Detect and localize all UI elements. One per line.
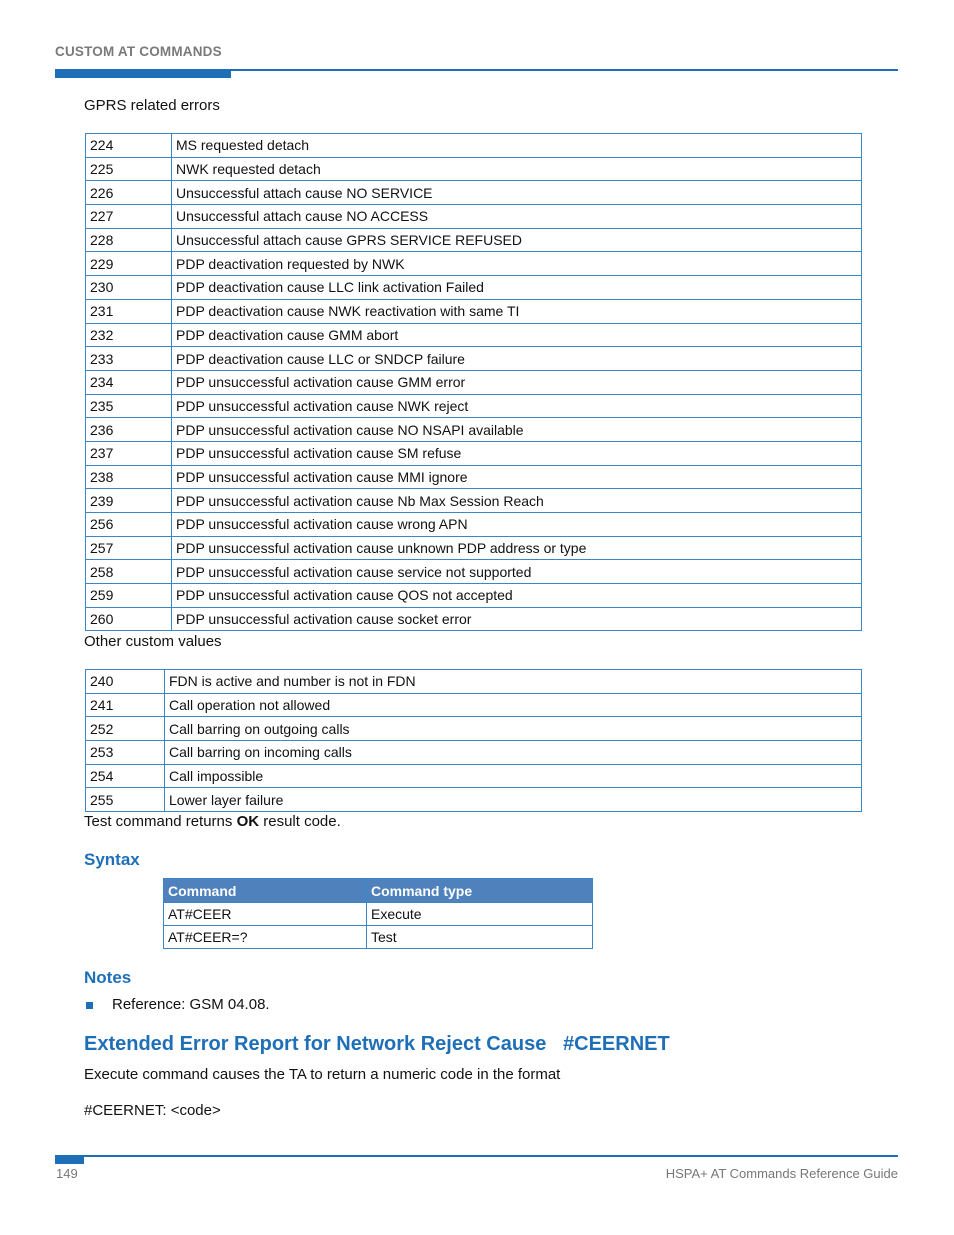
syntax-header-row xyxy=(164,879,593,903)
error-code-cell: 252 xyxy=(86,717,165,741)
table-row xyxy=(86,276,862,300)
error-description-cell: PDP unsuccessful activation cause GMM error xyxy=(172,370,862,394)
syntax-heading: Syntax xyxy=(84,850,140,869)
section-title: Extended Error Report for Network Reject Cause #CEERNET xyxy=(84,1033,670,1055)
table-row xyxy=(86,584,862,608)
table-row xyxy=(86,157,862,181)
error-description-cell: Lower layer failure xyxy=(165,788,862,812)
footer-rule xyxy=(55,1155,898,1157)
table-row xyxy=(86,717,862,741)
error-description-cell: PDP unsuccessful activation cause service not supported xyxy=(172,560,862,584)
syntax-command-cell: AT#CEER=? xyxy=(164,926,367,949)
section-header-title: CUSTOM AT COMMANDS xyxy=(55,44,222,59)
error-code-cell: 241 xyxy=(86,693,165,717)
error-description-cell: NWK requested detach xyxy=(172,157,862,181)
table-row xyxy=(86,252,862,276)
error-code-cell: 234 xyxy=(86,370,172,394)
table-row xyxy=(86,513,862,537)
table-row xyxy=(86,370,862,394)
page-number: 149 xyxy=(56,1166,78,1181)
error-description-cell: PDP deactivation cause GMM abort xyxy=(172,323,862,347)
syntax-type-cell: Test xyxy=(367,926,593,949)
table-row xyxy=(86,134,862,158)
error-code-cell: 235 xyxy=(86,394,172,418)
footer-accent-block xyxy=(55,1157,84,1164)
error-description-cell: Unsuccessful attach cause NO SERVICE xyxy=(172,181,862,205)
other-values-intro: Other custom values xyxy=(84,633,222,650)
error-code-cell: 258 xyxy=(86,560,172,584)
error-description-cell: PDP unsuccessful activation cause MMI ignore xyxy=(172,465,862,489)
notes-item: Reference: GSM 04.08. xyxy=(112,996,270,1013)
error-description-cell: Call impossible xyxy=(165,764,862,788)
error-description-cell: Call barring on incoming calls xyxy=(165,741,862,765)
error-code-cell: 253 xyxy=(86,741,165,765)
notes-heading: Notes xyxy=(84,968,132,987)
error-code-cell: 229 xyxy=(86,252,172,276)
document-title: HSPA+ AT Commands Reference Guide xyxy=(665,1166,898,1181)
error-description-cell: Call operation not allowed xyxy=(165,693,862,717)
error-code-cell: 255 xyxy=(86,788,165,812)
error-description-cell: PDP unsuccessful activation cause Nb Max Session Reach xyxy=(172,489,862,513)
error-code-cell: 231 xyxy=(86,299,172,323)
table-row xyxy=(86,741,862,765)
table-row xyxy=(86,418,862,442)
table-row xyxy=(86,788,862,812)
test-command-text xyxy=(84,813,341,830)
error-code-cell: 230 xyxy=(86,276,172,300)
error-code-cell: 260 xyxy=(86,607,172,631)
error-description-cell: PDP unsuccessful activation cause QOS not accepted xyxy=(172,584,862,608)
error-description-cell: PDP deactivation cause LLC link activation Failed xyxy=(172,276,862,300)
table-row xyxy=(86,536,862,560)
error-description-cell: PDP unsuccessful activation cause NWK reject xyxy=(172,394,862,418)
format-line: #CEERNET: <code> xyxy=(84,1102,221,1119)
syntax-row xyxy=(164,926,593,949)
other-values-table xyxy=(85,669,862,812)
error-description-cell: PDP deactivation cause NWK reactivation with same TI xyxy=(172,299,862,323)
gprs-errors-table xyxy=(85,133,862,631)
table-row xyxy=(86,670,862,694)
table-row xyxy=(86,764,862,788)
error-description-cell: PDP unsuccessful activation cause unknown PDP address or type xyxy=(172,536,862,560)
error-code-cell: 236 xyxy=(86,418,172,442)
error-description-cell: Unsuccessful attach cause GPRS SERVICE REFUSED xyxy=(172,228,862,252)
error-code-cell: 256 xyxy=(86,513,172,537)
test-text-ok: OK xyxy=(236,813,260,830)
table-row xyxy=(86,228,862,252)
test-text-after: result code. xyxy=(259,813,341,830)
table-row xyxy=(86,607,862,631)
syntax-header-type: Command type xyxy=(367,879,593,903)
error-description-cell: PDP unsuccessful activation cause wrong APN xyxy=(172,513,862,537)
error-code-cell: 240 xyxy=(86,670,165,694)
table-row xyxy=(86,489,862,513)
table-row xyxy=(86,181,862,205)
bullet-square-icon xyxy=(86,1002,93,1009)
error-code-cell: 259 xyxy=(86,584,172,608)
section-description: Execute command causes the TA to return a numeric code in the format xyxy=(84,1066,561,1083)
syntax-type-cell: Execute xyxy=(367,903,593,926)
table-row xyxy=(86,347,862,371)
table-row xyxy=(86,441,862,465)
error-code-cell: 227 xyxy=(86,205,172,229)
table-row xyxy=(86,323,862,347)
table-row xyxy=(86,394,862,418)
error-description-cell: PDP unsuccessful activation cause socket error xyxy=(172,607,862,631)
syntax-header-command: Command xyxy=(164,879,367,903)
syntax-command-cell: AT#CEER xyxy=(164,903,367,926)
error-code-cell: 228 xyxy=(86,228,172,252)
error-code-cell: 233 xyxy=(86,347,172,371)
error-description-cell: MS requested detach xyxy=(172,134,862,158)
error-code-cell: 232 xyxy=(86,323,172,347)
gprs-errors-intro: GPRS related errors xyxy=(84,97,220,114)
table-row xyxy=(86,560,862,584)
error-description-cell: PDP deactivation requested by NWK xyxy=(172,252,862,276)
error-code-cell: 224 xyxy=(86,134,172,158)
error-description-cell: Unsuccessful attach cause NO ACCESS xyxy=(172,205,862,229)
error-code-cell: 257 xyxy=(86,536,172,560)
syntax-row xyxy=(164,903,593,926)
table-row xyxy=(86,465,862,489)
error-code-cell: 225 xyxy=(86,157,172,181)
error-code-cell: 226 xyxy=(86,181,172,205)
test-text-before: Test command returns xyxy=(84,813,237,830)
header-accent-block xyxy=(55,71,231,78)
table-row xyxy=(86,299,862,323)
error-description-cell: FDN is active and number is not in FDN xyxy=(165,670,862,694)
error-description-cell: Call barring on outgoing calls xyxy=(165,717,862,741)
error-code-cell: 254 xyxy=(86,764,165,788)
error-description-cell: PDP unsuccessful activation cause SM refuse xyxy=(172,441,862,465)
error-code-cell: 239 xyxy=(86,489,172,513)
error-description-cell: PDP deactivation cause LLC or SNDCP failure xyxy=(172,347,862,371)
error-description-cell: PDP unsuccessful activation cause NO NSAPI available xyxy=(172,418,862,442)
error-code-cell: 238 xyxy=(86,465,172,489)
syntax-table xyxy=(163,878,593,949)
table-row xyxy=(86,693,862,717)
table-row xyxy=(86,205,862,229)
error-code-cell: 237 xyxy=(86,441,172,465)
